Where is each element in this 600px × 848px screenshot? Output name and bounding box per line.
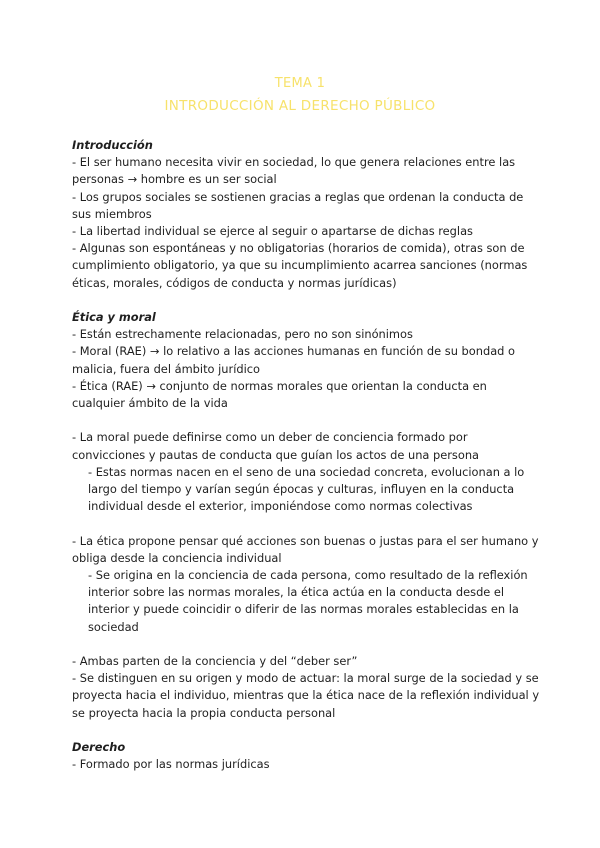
paragraph: - La ética propone pensar qué acciones son buenas o justas para el ser humano y obliga desde la conciencia individual	[72, 533, 539, 565]
spacer	[72, 636, 542, 653]
spacer	[72, 412, 542, 429]
indented-paragraph: - Estas normas nacen en el seno de una sociedad concreta, evolucionan a lo largo del tiempo y varían según épocas y culturas, influyen en la conducta individual desde el exterior, imponiéndose como normas colectivas	[88, 464, 525, 514]
paragraph: - Algunas son espontáneas y no obligatorias (horarios de comida), otras son de cumplimiento obligatorio, ya que su incumplimiento acarrea sanciones (normas éticas, morales, códigos de conducta y normas jurídicas)	[72, 241, 528, 290]
topic-number: TEMA 1	[274, 76, 326, 91]
paragraph: - Están estrechamente relacionadas, pero no son sinónimos	[72, 327, 413, 342]
paragraph: - La libertad individual se ejerce al seguir o apartarse de dichas reglas	[72, 224, 473, 239]
section-heading-derecho: Derecho	[72, 740, 126, 755]
section-heading-introduccion: Introducción	[72, 138, 153, 152]
paragraph: - Se distinguen en su origen y modo de actuar: la moral surge de la sociedad y se proyecta hacia el individuo, mientras que la ética nace de la reflexión individual y se proyecta hacia la propia conducta personal	[72, 671, 540, 720]
paragraph: - La moral puede definirse como un deber de conciencia formado por convicciones y pautas de conducta que guían los actos de una persona	[72, 430, 480, 462]
paragraph: - Ambas parten de la conciencia y del “deber ser”	[72, 654, 358, 669]
paragraph: - Moral (RAE) → lo relativo a las acciones humanas en función de su bondad o malicia, fuera del ámbito jurídico	[72, 344, 515, 376]
spacer	[72, 515, 542, 532]
indented-paragraph: - Se origina en la conciencia de cada persona, como resultado de la reflexión interior sobre las normas morales, la ética actúa en la conducta desde el interior y puede coincidir o diferir de las normas morales establecidas en la sociedad	[88, 568, 528, 634]
page-title: INTRODUCCIÓN AL DERECHO PÚBLICO	[164, 98, 436, 114]
paragraph: - Los grupos sociales se sostienen gracias a reglas que ordenan la conducta de sus miembros	[72, 189, 524, 221]
spacer	[72, 292, 542, 309]
section-heading-etica-y-moral: Ética y moral	[72, 310, 156, 325]
paragraph: - Ética (RAE) → conjunto de normas morales que orientan la conducta en cualquier ámbito de la vida	[72, 378, 487, 411]
paragraph: - Formado por las normas jurídicas	[72, 757, 270, 772]
spacer	[72, 722, 542, 739]
document-body	[72, 137, 542, 773]
paragraph: - El ser humano necesita vivir en sociedad, lo que genera relaciones entre las personas → hombre es un ser social	[72, 155, 516, 187]
